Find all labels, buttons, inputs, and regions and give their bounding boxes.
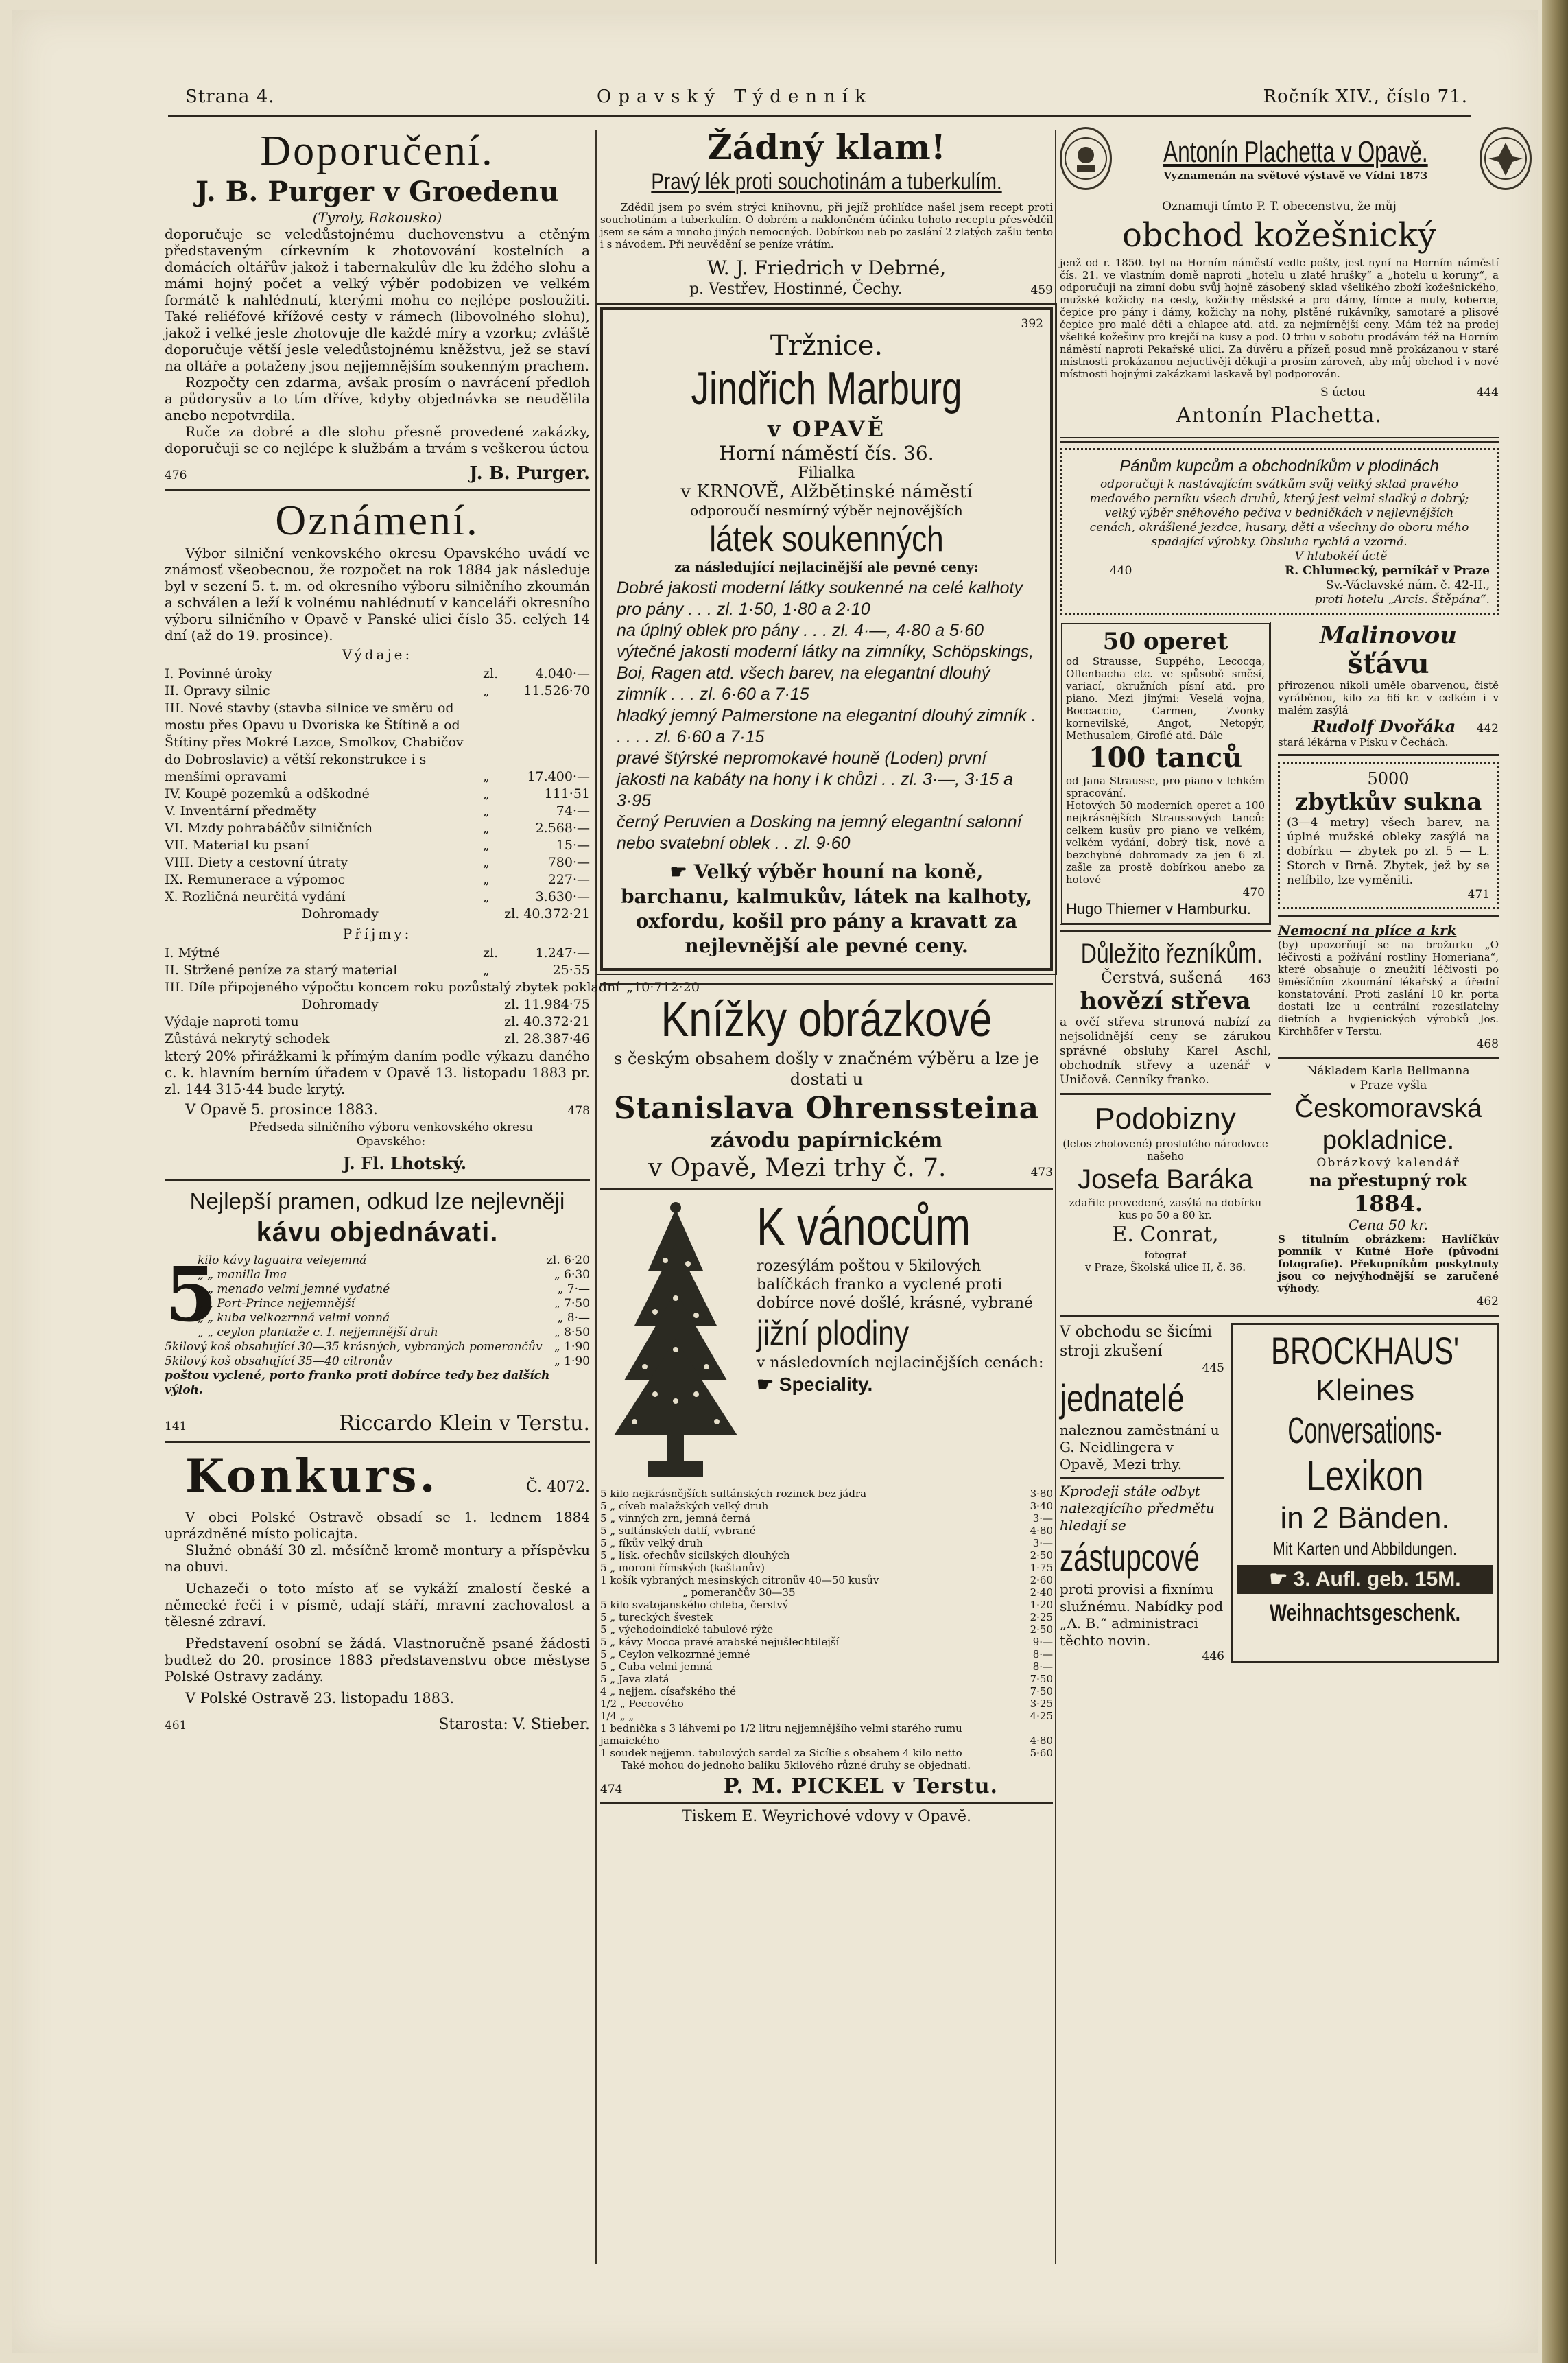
column-rule-2 [1055, 130, 1056, 2264]
ad-signature: Riccardo Klein v Terstu. [339, 1411, 590, 1435]
column-3 [1060, 127, 1499, 2274]
ad-bellmann [1278, 1064, 1499, 1308]
ad-name: Antonín Plachetta v Opavě. [1163, 135, 1428, 169]
total-row: Výdaje naproti tomu zl. 40.372·21 [165, 1014, 590, 1029]
ad-text: od Strausse, Suppého, Lecocqa, Offenbacha etc. ve spůsobě směsí, variací, okružních písní atd. pro piano. Mezi jinými: Veselá vojna, Boccaccio, Carmen, Zvonky kornevilské, Angot, Netopýr, Methusalem, Giroflé atd. Dále [1066, 655, 1265, 742]
list-item: hladký jemný Palmerstone na elegantní dlouhý zimník . . . . . zl. 6·60 a 7·15 [617, 706, 1036, 746]
ad-number: 440 [1110, 564, 1132, 578]
ad-title: Doporučení. [260, 128, 495, 174]
list-item: 5 „ cíveb malažských velký druh 3·40 [600, 1500, 1053, 1512]
ad-note: poštou vyclené, porto franko proti dobírce tedy bez dalších výloh. [165, 1369, 550, 1397]
ad-prices-intro: za následující nejlacinější ale pevné ceny: [674, 560, 979, 575]
table-row: III. Díle připojeného výpočtu koncem roku pozůstalý zbytek pokladní „ 10·712·20 [165, 980, 700, 995]
ad-text: rozesýlám poštou v 5kilových balíčkách franko a vyclené proti dobírce nové došlé, krásné, vybrané [757, 1258, 1034, 1312]
list-item: 5 kilo nejkrásnějších sultánských rozinek bez jádra 3·80 [600, 1488, 1053, 1500]
issue-label: Ročník XIV., číslo 71. [1263, 86, 1468, 107]
ad-subtitle: Pravý lék proti souchotinám a tuberkulím. [651, 169, 1002, 195]
ad-year: 1884. [1353, 1190, 1423, 1216]
list-item: „ „ Port-Prince nejjemnější „ 7·50 [198, 1297, 590, 1310]
ad-text: přirozenou nikoli uměle obarvenou, čistě vyráběnou, kilo za 66 kr. v celkém i v malém zasýlá [1278, 679, 1499, 716]
right-subcolumn [1278, 622, 1499, 1308]
medal-icon [1060, 127, 1112, 190]
list-item: 1/4 „ „ 4·25 [600, 1710, 1053, 1722]
table-row: I. Povinné úroky zl. 4.040·— [165, 666, 590, 681]
ad-head: 5000 [1367, 769, 1410, 788]
total-row: Dohromady zl. 11.984·75 [302, 997, 590, 1012]
ad-text: Ruče za dobré a dle slohu přesně provedené zakázky, doporučuji se co nejlépe k službám a trvám s veškerou úctou [165, 423, 590, 456]
ad-ohrenstein [600, 991, 1053, 1182]
list-item: 1 bednička s 3 láhvemi po 1/2 litru nejjemnějšího velmi starého rumu jamaického 4·80 [600, 1722, 1053, 1747]
ad-signature: W. J. Friedrich v Debrné, [706, 257, 947, 279]
ad-regards: S úctou [1320, 386, 1366, 399]
ad-title: Malinovou [1319, 622, 1458, 649]
ad-date: V Opavě 5. prosince 1883. [185, 1101, 378, 1118]
ad-title: obchod kožešnický [1122, 216, 1436, 255]
ad-text: naleznou zaměstnání u G. Neidlingera v Opavě, Mezi trhy. [1060, 1422, 1220, 1472]
ad-text: Rozpočty cen zdarma, avšak prosím o navrácení předloh a půdorysův a to tím dříve, kdyby objednávka se neudělila anebo nepotvrdila. [165, 374, 590, 423]
ad-signature: P. M. PICKEL v Terstu. [723, 1774, 998, 1798]
ad-rezniky [1060, 938, 1271, 1088]
ad-chair: Předseda silničního výboru venkovského okresu Opavského: [249, 1120, 533, 1149]
ad-line: in 2 Bänden. [1280, 1501, 1450, 1535]
ad-ref: Č. 4072. [525, 1479, 590, 1496]
ad-goods: látek soukenných [709, 519, 944, 559]
ad-text: Čerstvá, sušená [1101, 969, 1223, 987]
ad-subtitle: závodu papírnickém [710, 1129, 943, 1153]
list-item: na úplný oblek pro pány . . . zl. 4·—, 4·80 a 5·60 [617, 621, 984, 640]
ad-text: V obci Polské Ostravě obsadí se 1. lednem 1884 uprázdněné místo policajta. [165, 1509, 590, 1542]
ad-text: (by) upozorňují se na brožurku „O léčivosti a požívání rostliny Homeriana“, které obsahuje o zneužití léčivosti po 9měsíčním zkoumání lékařský a úřední konstatování. Proti zaslání 10 kr. porta dostati lze u centrální rozesílatelny dietních a hygienických výrobků Jos. Kirchhöfer v Terstu. [1278, 939, 1499, 1037]
ad-offer: odporoučí nesmírný výběr nejnovějších [690, 502, 963, 519]
list-item: kilo kávy laguaira velejemná zl. 6·20 [198, 1254, 590, 1267]
ad-line: Weihnachtsgeschenk. [1269, 1600, 1461, 1626]
ad-number: 478 [567, 1104, 590, 1118]
table-row: II. Opravy silnic „ 11.526·70 [165, 683, 590, 698]
ad-title: Žádný klam! [707, 127, 946, 167]
list-item: „ „ menado velmi jemné vydatné „ 7·— [198, 1282, 590, 1296]
ad-zadny-klam [600, 127, 1053, 298]
ad-signature-2: stará lékárna v Písku v Čechách. [1278, 736, 1449, 749]
table-row: X. Rozličná neurčitá vydání „ 3.630·— [165, 889, 590, 904]
table-row: VII. Material ku psaní „ 15·— [165, 838, 590, 853]
ad-text: zdařile provedené, zasýlá na dobírku kus po 50 a 80 kr. [1069, 1197, 1262, 1221]
expenses-table [165, 666, 590, 923]
list-item: 5kilový koš obsahující 35—40 citronův „ 1·90 [165, 1354, 590, 1368]
ad-text: jenž od r. 1850. byl na Horním náměstí vedle pošty, jest nyní na Horním náměstí čís. 21. ve vlastním domě naproti „hotelu u zlaté hrušky“ a „hotelu u koruny“, a odporučuji na zimní dobu svůj hojně zásobený sklad všelikého zboží kožešnického, mužské kožichy na cesty, kožichy městské a pro dámy, límce a mufy, koberce, čepice pro pány i dámy, kožichy na nohy, plstěné rukávníky, samotaré a plisové čepice pro malé děti a chlapce atd. atd. za nejmírnější ceny. Mám též na prodej všeliké kožešiny pro krejčí na kusy a pod. O trhu v sobotu prodávám též na Horním náměstí naproti Pekařské ulici. Za důvěru a přízeň posud mně prokázanou v staré místnosti prokázanou nejuctivěji děkuji a prosím zároveň, aby můj obchod i v nové místnosti hojnými zakázkami laskavě byl podporován. [1060, 257, 1499, 380]
ad-number: 459 [1030, 283, 1053, 297]
ad-marburg [600, 307, 1053, 971]
table-row: III. Nové stavby (stavba silnice ve směru od mostu přes Opavu u Dvoriska ke Štítině a od Štítiny přes Mokré Lazce, Smolkov, Chabičov do Dobroslavic) a větší rekonstrukce i s menšími opravami „ 17.400·— [165, 701, 590, 784]
table-row: II. Stržené peníze za starý material „ 25·55 [165, 963, 590, 978]
table-row: I. Mýtné zl. 1.247·— [165, 945, 590, 961]
ad-number: 470 [1242, 886, 1265, 900]
ad-name: J. B. Purger v Groedenu [195, 176, 560, 208]
ad-title: Podobizny [1095, 1102, 1236, 1136]
ad-tail: V hlubokéí úctě [1294, 550, 1388, 563]
ad-signature: Starosta: V. Stieber. [438, 1716, 590, 1733]
ad-line: Lexikon [1306, 1453, 1424, 1500]
ad-kirchhofer [1278, 922, 1499, 1051]
ad-title-2: 100 tanců [1088, 742, 1243, 774]
ad-title-2: zástupcové [1060, 1536, 1200, 1579]
income-title: Příjmy: [342, 926, 412, 942]
ad-price: ☛ 3. Aufl. geb. 15M. [1237, 1565, 1493, 1594]
ad-number: 474 [600, 1783, 623, 1796]
total-row: Dohromady zl. 40.372·21 [302, 906, 590, 921]
ad-chlumecky [1060, 448, 1499, 615]
list-item: 5 „ kávy Mocca pravé arabské nejušlechtilejší 9·— [600, 1636, 1053, 1648]
list-item: 5 „ Java zlatá 7·50 [600, 1673, 1053, 1685]
ad-title: Pánům kupcům a obchodníkům v plodinách [1119, 457, 1439, 475]
ad-text: Výbor silniční venkovského okresu Opavského uvádí ve známosť všeobecnou, že rozpočet na rok 1884 jak následuje byl v sezení 5. t. m. od okresního výboru silničního zkoumán a schválen a leží k volnému nahlédnutí v kanceláři okresního výboru silničního v Opavě v Panské ulici číslo 35. celých 14 dní (až do 19. prosince). [165, 545, 590, 644]
ad-address: Horní náměstí čís. 36. [719, 442, 934, 465]
ad-intro: Oznamuji tímto P. T. obecenstvu, že můj [1162, 200, 1397, 213]
ad-number: 462 [1476, 1295, 1499, 1308]
ad-address: v Praze, Školská ulice II, č. 36. [1085, 1261, 1246, 1273]
ad-subtitle-2: na přestupný rok [1309, 1171, 1467, 1190]
ad-signature: Hugo Thiemer v Hamburku. [1066, 900, 1251, 917]
hand-pointer-icon: ☛ [669, 860, 694, 883]
ad-number: 442 [1476, 722, 1499, 736]
list-item: 4 „ nejjem. císařského thé 7·50 [600, 1685, 1053, 1697]
ad-title: Knížky obrázkové [661, 992, 993, 1047]
list-item: 5 „ Cuba velmi jemná 8·— [600, 1660, 1053, 1673]
ad-text: S titulním obrázkem: Havlíčkův pomník v Kutné Hoře (původní fotografie). Překupníkům poskytnuty jsou co nejvýhodnější se zaručené výhody. [1278, 1233, 1499, 1295]
ad-name: Josefa Baráka [1078, 1164, 1253, 1195]
ad-city: v OPAVĚ [767, 416, 886, 442]
newspaper-name: Opavský Týdenník [597, 86, 872, 107]
page-label: Strana 4. [185, 86, 275, 107]
ad-title: Konkurs. [185, 1449, 438, 1503]
list-item: „ „ manilla Ima „ 6·30 [198, 1268, 590, 1282]
ad-text: a ovčí střeva strunová nabízí za nejsolidnější ceny se zárukou správné obsluhy Karel Aschl, obchodník střevy a uzenář v Uničově. Cenníky franko. [1060, 1015, 1271, 1087]
ad-number: 444 [1476, 386, 1499, 399]
ad-purger [165, 127, 590, 484]
ad-title-2: pokladnice. [1322, 1126, 1455, 1155]
ad-address: v Opavě, Mezi trhy č. 7. [648, 1154, 947, 1182]
ad-subtitle: Vyznamenán na světové výstavě ve Vídni 1873 [1163, 169, 1428, 182]
ad-number: 141 [165, 1420, 187, 1433]
ad-signature: J. Fl. Lhotský. [342, 1153, 467, 1173]
ad-text: proti provisi a fixnímu služnému. Nabídky pod „A. B.“ administraci těchto novin. [1060, 1581, 1224, 1649]
ad-number: 461 [165, 1719, 187, 1732]
ad-number: 471 [1467, 888, 1490, 902]
ad-dvoracka [1278, 622, 1499, 749]
list-item: 5 „ Ceylon velkozrnné jemné 8·— [600, 1648, 1053, 1660]
list-item: 5 „ východoindické tabulové rýže 2·50 [600, 1623, 1053, 1636]
list-item: pravé štýrské nepromokavé houně (Loden) první jakosti na kabáty na hony i k chůzi . . zl. 3·—, 3·15 a 3·95 [617, 749, 1014, 810]
list-item: 5 „ sultánských datlí, vybrané 4·80 [600, 1525, 1053, 1537]
ad-title: Důležito řezníkům. [1080, 939, 1263, 969]
ad-signature: R. Chlumecký, perníkář v Praze [1285, 564, 1490, 578]
ad-text: v následovních nejlacinějších cenách: [757, 1354, 1044, 1372]
ad-text: který 20% přirážkami k přímým daním podle výkazu daného c. k. hlavním berním úřadem v Opavě 13. listopadu 1883 pr. zl. 144 315·44 bude krytý. [165, 1048, 590, 1097]
ad-place: (Tyroly, Rakousko) [312, 209, 442, 226]
ad-signature: Rudolf Dvořáka [1312, 716, 1456, 736]
christmas-tree-icon [600, 1195, 751, 1483]
hand-pointer-icon: ☛ [1269, 1568, 1294, 1590]
ad-goods: jižní plodiny [757, 1314, 910, 1352]
total-row: Zůstává nekrytý schodek zl. 28.387·46 [165, 1031, 590, 1046]
ad-text: Představení osobní se žádá. Vlastnoručně psané žádosti budtež do 20. prosince 1883 představenstvu obce městyse Polské Ostravy zadány. [165, 1635, 590, 1684]
income-table [165, 945, 700, 1048]
table-row: VIII. Diety a cestovní útraty „ 780·— [165, 855, 590, 870]
medal-icon [1480, 127, 1532, 190]
ad-title: Českomoravská [1294, 1094, 1482, 1123]
table-row: IV. Koupě pozemků a odškodné „ 111·51 [165, 786, 590, 801]
ad-number: 445 [1202, 1361, 1224, 1375]
list-item: Dobré jakosti moderní látky soukenné na celé kalhoty pro pány . . . zl. 1·50, 1·80 a 2·10 [617, 578, 1023, 619]
ad-text: Uchazeči o toto místo ať se vykáží znalostí české a německé řeči i v písmě, udají stáří, mravní zachovalost a tělesné zdraví. [165, 1580, 590, 1630]
ad-title-2: kávu objednávati. [256, 1217, 499, 1247]
ad-title: 50 operet [1102, 628, 1228, 655]
list-item: 5kilový koš obsahující 30—35 krásných, vybraných pomerančův „ 1·90 [165, 1340, 590, 1354]
ad-text: Hotových 50 moderních operet a 100 nejkrásnějších Straussových tanců: celkem kusův pro piano ve velkém, velkém vydání, dobrý tisk, nové a bezchybné dohromady za jen 6 zl. zašle za prostě dobírkou anebo za hotové [1066, 799, 1265, 886]
list-item: 1 soudek nejjemn. tabulových sardel za Sicílie s obsahem 4 kilo netto 5·60 [600, 1747, 1053, 1759]
ad-text: Služné obnáší 30 zl. měsíčně kromě montury a příspěvku na obuvi. [165, 1542, 590, 1575]
ad-text: doporučuje se veledůstojnému duchovenstvu a ctěným představeným církevním k zhotovování kostelních a domácích oltářův jakož i tabernakulův dle ku ždého slohu a mámi hojný počet a velký výběr podobizen ve velkém formátě k nahlédnutí, kterými mohu co nejlépe posloužiti. Také reliéfové křížové cesty v rámech (libovolného slohu), jakož i velké jesle zhotovuje dle každé míry a vzorku; zvláště doporučuje větší jesle veledůstojnému kněžstvu, jež se staví na oltáře a potaženy jsou nejjemnějším soukenným prachem. [165, 226, 590, 374]
ad-title: K vánocům [757, 1196, 971, 1256]
ad-number: 473 [1030, 1166, 1053, 1179]
ad-brockhaus [1231, 1323, 1499, 1663]
ad-signature: E. Conrat, [1112, 1223, 1219, 1247]
ad-role: fotograf [1144, 1249, 1187, 1261]
ad-note: Také mohou do jednoho balíku 5kilového různé druhy se objednati. [621, 1759, 971, 1772]
ad-oznameni [165, 497, 700, 1173]
ad-specialities: ☛ Speciality. [757, 1374, 873, 1395]
binding-edge [1542, 0, 1568, 2363]
list-item: „ „ kuba velkozrnná velmi vonná „ 8·— [198, 1311, 590, 1325]
ad-line: Conversations- [1287, 1410, 1442, 1451]
ad-line: Mit Karten und Abbildungen. [1273, 1538, 1457, 1559]
ad-title: Nejlepší pramen, odkud lze nejlevněji [189, 1188, 565, 1214]
header-rule [168, 115, 1471, 117]
column-rule-1 [595, 130, 597, 2264]
expenses-title: Výdaje: [342, 646, 413, 663]
ad-title: Nemocní na plíce a krk [1278, 922, 1457, 939]
ad-text: odporučuji k nastávajícím svátkům svůj veliký sklad pravého medového perníku všech druhů, který jest velmi sladký a dobrý; velký výběr sněhového pečiva v bedničkách v nejlevnějších cenách, okrášlené jezdce, husary, děti a všechny do oboru mého spadající výrobky. Obsluha rychlá a vzorná. [1089, 478, 1469, 549]
ad-publisher-2: v Praze vyšla [1349, 1079, 1427, 1092]
table-row: VI. Mzdy pohrabáčův silničních „ 2.568·— [165, 821, 590, 836]
ad-pretitle: Tržnice. [770, 330, 883, 362]
ad-branch: Filialka [798, 465, 855, 482]
list-item: „ pomerančův 30—35 2·40 [682, 1586, 1053, 1599]
table-row: V. Inventární předměty „ 74·— [165, 803, 590, 819]
ad-title-2: šťávu [1347, 648, 1429, 680]
ad-storch [1278, 762, 1499, 909]
ad-text: (letos zhotovené) proslulého národovce našeho [1062, 1138, 1268, 1162]
ad-publisher: Nákladem Karla Bellmanna [1307, 1064, 1470, 1078]
ad-coffee [165, 1188, 590, 1435]
ad-branch-address: v KRNOVĚ, Alžbětinské náměstí [680, 482, 973, 502]
ad-number: 476 [165, 469, 187, 482]
ad-number: 392 [1021, 317, 1043, 331]
ad-text: s českým obsahem došly v značném výběru a lze je dostati u [614, 1049, 1039, 1089]
ad-title: BROCKHAUS' [1270, 1329, 1460, 1372]
ad-price: Cena 50 kr. [1349, 1216, 1428, 1233]
list-item: 1/2 „ Peccového 3·25 [600, 1697, 1053, 1710]
ad-title: zbytkův sukna [1294, 788, 1482, 816]
list-item: 5 „ moroni římských (kaštanův) 1·75 [600, 1562, 1053, 1574]
ad-address: Sv.-Václavské nám. č. 42-II., [1325, 578, 1490, 592]
printer-line: Tiskem E. Weyrichové vdovy v Opavě. [682, 1808, 971, 1825]
hand-pointer-icon: ☛ [757, 1374, 779, 1395]
ad-text: od Jana Strausse, pro piano v lehkém spracování. [1066, 775, 1265, 799]
ad-text: V obchodu se šicími stroji zkušení [1060, 1324, 1213, 1360]
ad-text: (3—4 metry) všech barev, na úplné mužské obleky zasýlá na dobírku — zbytek po zl. 5 — L. Storch v Brně. Zbytek, jež by se nelíbilo, lze vyměniti. [1287, 816, 1490, 887]
ad-line: Kleines [1315, 1374, 1415, 1407]
column-2 [600, 127, 1053, 2274]
list-item: 5 „ lísk. ořechův sicilských dlouhých 2·50 [600, 1549, 1053, 1562]
ad-neidlinger [1060, 1323, 1224, 1663]
list-item: výtečné jakosti moderní látky na zimníky, Schöpskings, Boi, Ragen atd. všech barev, na elegantní dlouhý zimník . . . zl. 6·60 a 7·15 [617, 642, 1034, 704]
ad-title: Oznámení. [275, 497, 479, 544]
ad-number: 463 [1248, 972, 1271, 986]
list-item: 5 „ vinných zrn, jemná černá 3·— [600, 1512, 1053, 1525]
ad-signature: J. B. Purger. [469, 463, 590, 484]
page-header [171, 82, 1475, 113]
list-item: 5 kilo svatojanského chleba, čerstvý 1·20 [600, 1599, 1053, 1611]
ad-thiemer [1060, 622, 1271, 1308]
ad-text: Kprodeji stále odbyt nalezajícího předmětu hledají se [1060, 1483, 1215, 1533]
ad-plachetta [1060, 127, 1499, 432]
list-item: 5 „ tureckých švestek 2·25 [600, 1611, 1053, 1623]
ad-konkurs [165, 1450, 590, 1733]
ad-title: jednatelé [1060, 1376, 1185, 1420]
ad-name: Stanislava Ohrenssteina [613, 1091, 1040, 1126]
ad-place: p. Vestřev, Hostinné, Čechy. [689, 281, 903, 298]
ad-signature: Antonín Plachetta. [1176, 403, 1382, 427]
list-item: 1 košík vybraných mesinských citronův 40—50 kusův 2·60 [600, 1574, 1053, 1586]
list-item: 5 „ fíkův velký druh 3·— [600, 1537, 1053, 1549]
ad-address-2: proti hotelu „Arcis. Štěpána“. [1314, 593, 1490, 607]
table-row: IX. Remunerace a výpomoc „ 227·— [165, 872, 590, 887]
list-item: černý Peruvien a Dosking na jemný elegantní salonní nebo svatební oblek . . zl. 9·60 [617, 812, 1022, 853]
list-item: „ „ ceylon plantaže c. I. nejjemnější druh „ 8·50 [198, 1326, 590, 1339]
ad-barak [1060, 1101, 1271, 1273]
ad-footer: ☛ Velký výběr houní na koně, barchanu, kalmukův, látek na kalhoty, oxfordu, košil pro pány a kravatt za nejlevnější ale pevné ceny. [620, 860, 1033, 957]
ad-title: Jindřich Marburg [691, 362, 962, 414]
ad-text: Zdědil jsem po svém strýci knihovnu, při jejíž prohlídce našel jsem recept proti souchotinám a tuberkulím. O dobrém a nakloněném účinku tohoto receptu přesvědčil jsem se sám a mnoho jiných nemocných. Dobírkou neb po zaslání 2 zlatých zašlu tento i s návodem. Při neuvědění se peníze vrátím. [600, 201, 1053, 250]
ad-pickel [600, 1195, 1053, 1798]
ad-subtitle: Obrázkový kalendář [1316, 1156, 1460, 1170]
ad-number: 446 [1202, 1649, 1224, 1663]
ad-number: 468 [1476, 1037, 1499, 1051]
ad-date: V Polské Ostravě 23. listopadu 1883. [185, 1690, 455, 1706]
ad-goods: hovězí střeva [1080, 987, 1251, 1015]
big-five: 5 [165, 1250, 217, 1339]
